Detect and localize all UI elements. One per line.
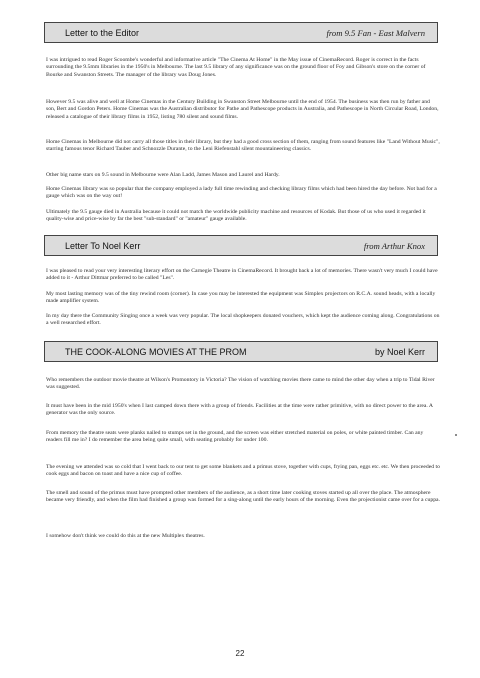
section-byline: from Arthur Knox: [363, 240, 425, 251]
paragraph: Who remembers the outdoor movie theatre at Wilson's Promontory in Victoria? The vision of watching movies there came to mind the other day when a trip to Tidal River was suggested.: [46, 377, 435, 391]
paragraph: My most lasting memory was of the tiny rewind room (corner). In case you may be interested the equipment was Simplex projectors on R.C.A. sound heads, with a locally made amplifier system.: [46, 291, 436, 305]
section-title: Letter to the Editor: [65, 27, 140, 38]
paragraph: However 9.5 was alive and well at Home Cinemas in the Century Building in Swanston Street Melbourne until the end of 1954. The business was then run by father and son, Bert and Gordon Peters. Home Cinemas was the Australian distributor for Pathe and Pathescope products in Australia, and Pathescope in North Circular Road, London, released a catalogue of their library films in 1952, listing 780 silent and sound films.: [46, 99, 439, 120]
section-title: THE COOK-ALONG MOVIES AT THE PROM: [65, 346, 247, 357]
paragraph: I somehow don't think we could do this at the new Multiplex theatres.: [46, 533, 205, 539]
page-number: 22: [235, 649, 245, 658]
paragraph: The evening we attended was so cold that I went back to our tent to get some blankets and a primus stove, together with cups, frying pan, eggs etc. etc. We then proceeded to cook eggs and bacon on toast and have a nice cup of coffee.: [46, 464, 440, 478]
paragraph: Other big name stars on 9.5 sound in Melbourne were Alan Ladd, James Mason and Laurel and Hardy.: [46, 172, 280, 178]
paragraph: In my day there the Community Singing once a week was very popular. The local shopkeepers donated vouchers, which kept the audience coming along. Congratulations on a well researched effort.: [46, 313, 440, 327]
section-title: Letter To Noel Kerr: [65, 240, 141, 251]
section-header-letter-to-editor: [44, 22, 438, 43]
section-header-cook-along-movies: [44, 341, 438, 362]
paragraph: I was pleased to read your very interesting literary effort on the Carnegie Theatre in CinemaRecord. It brought back a lot of memories. There wasn't very much I could have added to it - Arthur Dittmar preferred to be called "Les".: [46, 268, 438, 282]
section-byline: from 9.5 Fan - East Malvern: [326, 27, 425, 38]
scan-speck: [455, 434, 457, 436]
section-header-letter-to-noel-kerr: [44, 235, 438, 256]
paragraph: I was intrigued to read Roger Scoombe's wonderful and informative article "The Cinema At Home" in the May issue of CinemaRecord. Roger is correct in the facts surrounding the 9.5mm libraries in the 1950's in Melbourne. The last 9.5 library of any significance was on the ground floor of Foy and Gibson's store on the corner of Bourke and Swanston Streets. The manager of the library was Doug Jones.: [46, 57, 426, 78]
paragraph: From memory the theatre seats were planks nailed to stumps set in the ground, and the screen was either stretched material on poles, or white painted timber. Can any readers fill me in? I do remember the area being quite small, with seating probably for under 100.: [46, 430, 424, 444]
paragraph: It must have been in the mid 1950's when I last camped down there with a group of friends. Facilities at the time were rather primitive, with no direct power to the area. A generator was the only source.: [46, 403, 433, 417]
section-byline: by Noel Kerr: [374, 346, 425, 357]
paragraph: Ultimately the 9.5 gauge died in Australia because it could not match the worldwide publicity machine and resources of Kodak. But those of us who used it regarded it quality-wise and price-wise by far the best "sub-standard" or "amateur" gauge available.: [46, 209, 426, 223]
paragraph: The smell and sound of the primus must have prompted other members of the audience, as a short time later cooking stoves started up all over the place. The atmosphere became very friendly, and when the film had finished a group was formed for a sing-along until the early hours of the morning. Even the projectionist came over for a cuppa.: [46, 490, 440, 504]
paragraph: Home Cinemas in Melbourne did not carry all those titles in their library, but they had a good cross section of them, ranging from sound features like "Land Without Music", starring famous tenor Richard Tauber and Schnozzle Durante, to the Leni Riefenstahl silent mountaineering classics.: [46, 139, 440, 153]
paragraph: Home Cinemas library was so popular that the company employed a lady full time rewinding and checking library films which had been hired the day before. Not bad for a gauge which was on the way out!: [46, 186, 437, 200]
